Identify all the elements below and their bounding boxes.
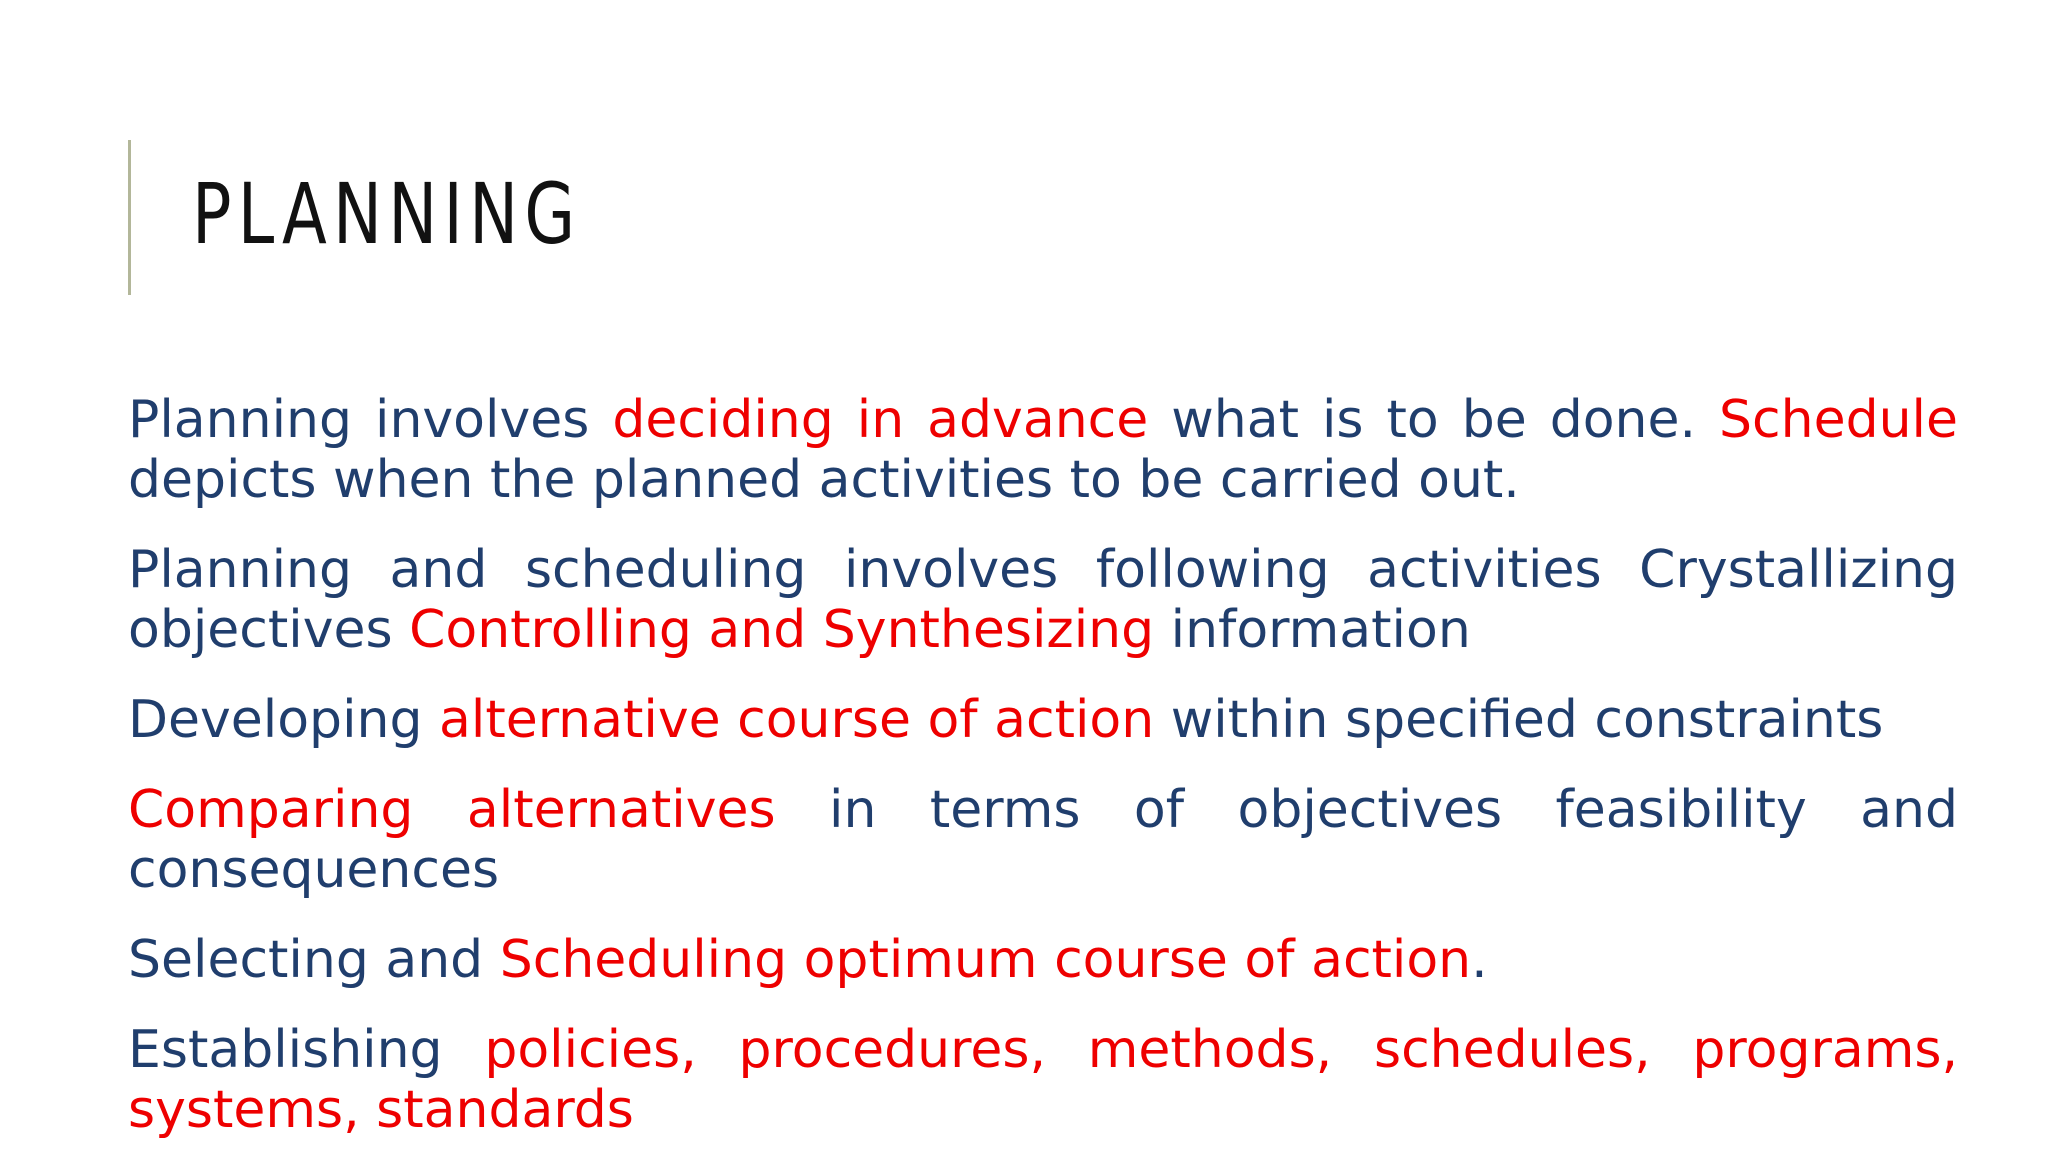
highlighted-segment: deciding in advance xyxy=(612,390,1149,450)
text-segment: Selecting and xyxy=(128,930,500,990)
paragraph-selecting-scheduling xyxy=(128,930,1958,990)
text-segment: . xyxy=(1471,930,1488,990)
slide-body xyxy=(128,390,1958,1152)
text-segment: Planning and scheduling involves following activities Crystallizing objectives xyxy=(128,540,1958,660)
highlighted-segment: Schedule xyxy=(1719,390,1958,450)
text-segment: Planning involves xyxy=(128,390,613,450)
paragraph-planning-definition xyxy=(128,390,1958,510)
text-segment: information xyxy=(1154,600,1471,660)
highlighted-segment: policies, procedures, methods, schedules, programs, systems, standards xyxy=(128,1020,1959,1140)
slide-title: PLANNING xyxy=(192,165,582,263)
text-segment: what is to be done. xyxy=(1148,390,1720,450)
highlighted-segment: Comparing alternatives xyxy=(128,780,776,840)
paragraph-developing-alternatives xyxy=(128,690,1958,750)
highlighted-segment: Scheduling optimum course of action xyxy=(499,930,1472,990)
paragraph-planning-activities xyxy=(128,540,1958,660)
text-segment: Developing xyxy=(128,690,440,750)
paragraph-comparing-alternatives xyxy=(128,780,1958,900)
title-accent-bar xyxy=(128,140,131,295)
text-segment: depicts when the planned activities to be carried out. xyxy=(128,450,1520,510)
highlighted-segment: alternative course of action xyxy=(439,690,1155,750)
text-segment: within specified constraints xyxy=(1154,690,1884,750)
paragraph-establishing-policies xyxy=(128,1020,1958,1140)
text-segment: in terms of objectives feasibility and consequences xyxy=(128,780,1958,900)
text-segment: Establishing xyxy=(128,1020,485,1080)
highlighted-segment: Controlling and Synthesizing xyxy=(409,600,1155,660)
